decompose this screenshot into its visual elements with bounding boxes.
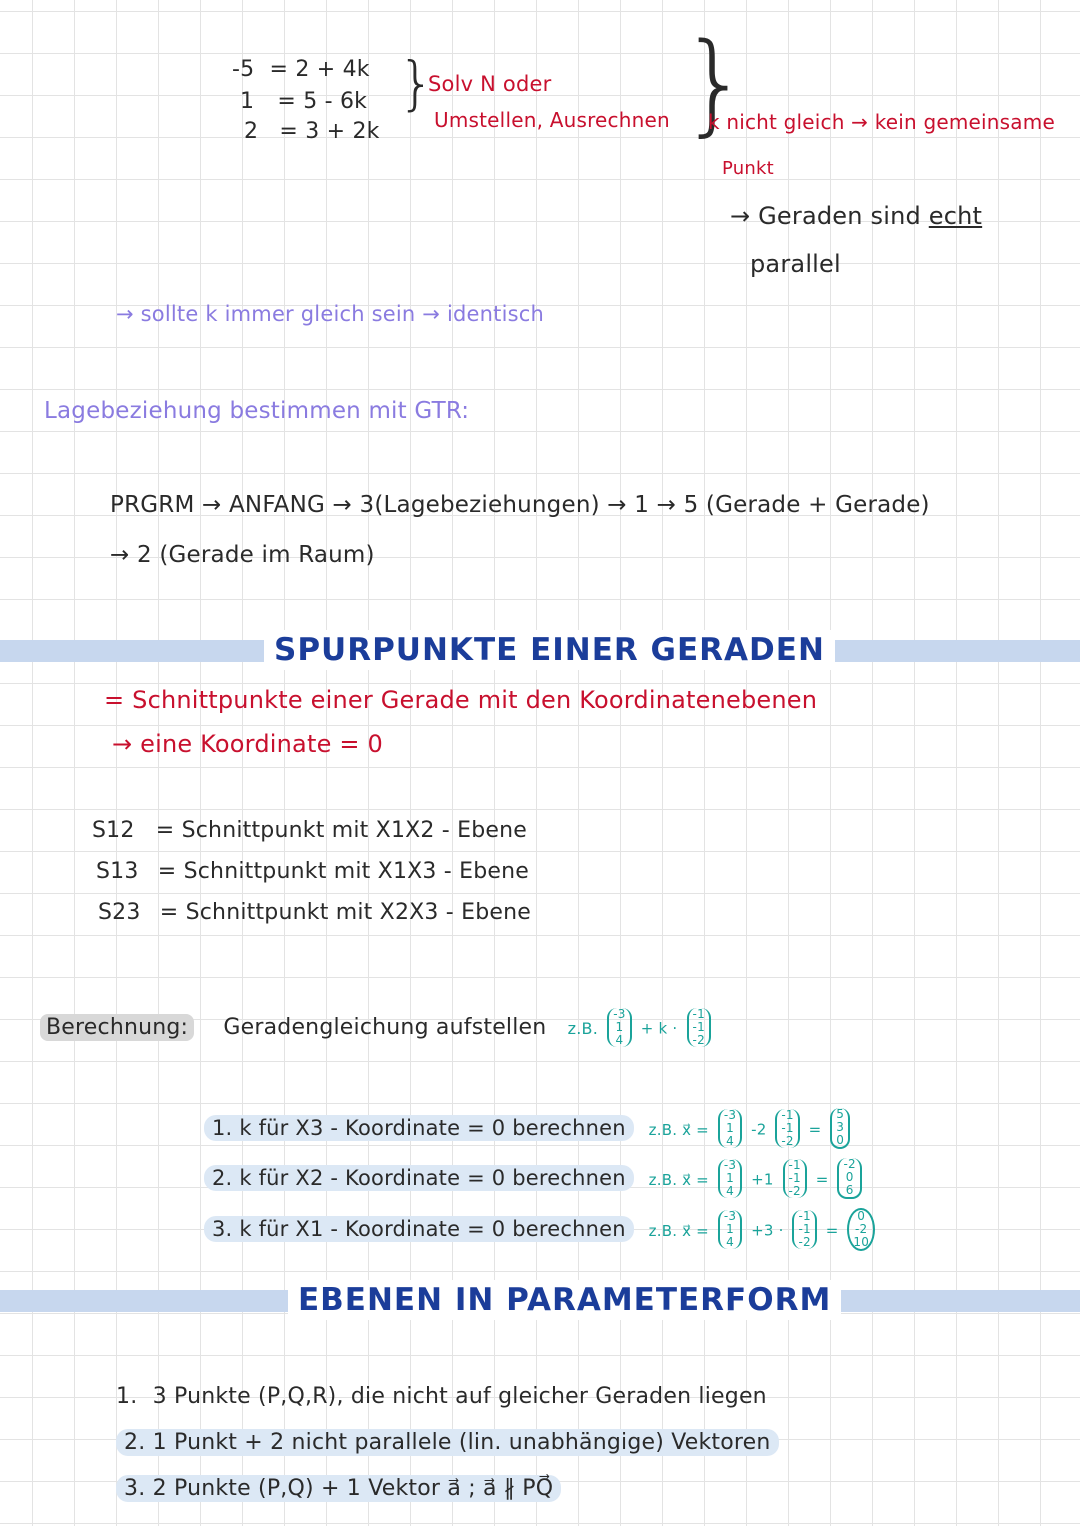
list-item: 2. k für X2 - Koordinate = 0 berechnen z.B. x⃗ = -3 1 4 +1 -1 -1 -2 = -2 0 6 — [204, 1158, 864, 1199]
list-item — [92, 818, 527, 843]
direction-vector — [783, 1159, 807, 1198]
item-highlight — [116, 1429, 779, 1456]
section-heading-ebenen: EBENEN IN PARAMETERFORM — [288, 1280, 841, 1320]
equation-row — [240, 88, 367, 116]
step-number: 3. — [212, 1216, 233, 1241]
vector-component: 1 — [726, 1171, 734, 1185]
step-highlight — [204, 1115, 634, 1141]
equation-row — [232, 56, 370, 84]
list-item — [116, 1430, 779, 1455]
vector-component: 5 — [836, 1107, 845, 1121]
direction-vector — [687, 1008, 711, 1047]
list-item: 1. k für X3 - Koordinate = 0 berechnen z.B. x⃗ = -3 1 4 -2 -1 -1 -2 = 5 3 0 — [204, 1108, 852, 1149]
list-item: 3. k für X1 - Koordinate = 0 berechnen z.B. x⃗ = -3 1 4 +3 · -1 -1 -2 = 0 -2 10 — [204, 1208, 877, 1251]
vector-component: 10 — [853, 1235, 870, 1249]
vector-component: -3 — [723, 1108, 737, 1122]
equation-rhs: = 3 + 2k — [279, 119, 380, 144]
vector-component: -2 — [798, 1235, 811, 1249]
conclusion-note-2: Punkt — [722, 158, 774, 179]
vector-component: 1 — [726, 1121, 734, 1135]
equation-lhs: 1 — [240, 89, 255, 114]
conclusion-note: k nicht gleich → kein gemeinsame — [708, 110, 1055, 134]
list-item — [116, 1476, 561, 1501]
parameter-text: + k · — [640, 1019, 678, 1038]
step-example: z.B. x⃗ = — [648, 1170, 709, 1189]
equation-rhs: = 2 + 4k — [269, 57, 370, 82]
step-number: 2. — [212, 1165, 233, 1190]
item-text: 3 Punkte (P,Q,R), die nicht auf gleicher Geraden liegen — [152, 1384, 767, 1409]
vector-component: -1 — [798, 1222, 811, 1236]
step-text: k für X1 - Koordinate = 0 berechnen — [239, 1216, 626, 1241]
item-number: 1. — [116, 1384, 138, 1409]
vector-component: -1 — [781, 1121, 794, 1135]
result-vector — [837, 1158, 861, 1199]
step-highlight — [204, 1165, 634, 1191]
vector-component: 0 — [857, 1209, 866, 1223]
result-emphasis: echt — [928, 202, 983, 230]
item-text: Vektoren — [671, 1430, 771, 1455]
vector-component: -2 — [692, 1033, 705, 1047]
trace-point-label: S12 — [92, 818, 135, 843]
definition-2: → eine Koordinate = 0 — [112, 730, 383, 758]
item-text: 1 Punkt + 2 nicht parallele (lin. unabhängige) — [152, 1430, 672, 1455]
example-prefix: z.B. — [567, 1018, 598, 1038]
gtr-steps: PRGRM → ANFANG → 3(Lagebeziehungen) → 1 → 5 (Gerade + Gerade) — [110, 492, 930, 518]
identical-note: → sollte k immer gleich sein → identisch — [116, 302, 545, 326]
solve-note-2: Umstellen, Ausrechnen — [434, 108, 670, 132]
vector-component: 1 — [615, 1020, 624, 1034]
vector-component: 4 — [726, 1184, 734, 1198]
support-vector — [607, 1008, 631, 1047]
equation-rhs: = 5 - 6k — [277, 89, 368, 114]
vector-component: -2 — [855, 1222, 868, 1236]
step-parameter: +3 · — [751, 1221, 784, 1240]
vector-component: -3 — [723, 1158, 737, 1172]
result-vector — [847, 1208, 875, 1251]
calculation-text: Geradengleichung aufstellen — [223, 1014, 547, 1040]
list-item — [98, 900, 531, 925]
list-item — [96, 859, 529, 884]
vector-component: -2 — [843, 1157, 856, 1171]
vector-component: -3 — [613, 1007, 626, 1021]
vector-component: 4 — [726, 1235, 734, 1249]
step-example: z.B. x⃗ = — [648, 1221, 709, 1240]
step-number: 1. — [212, 1115, 233, 1140]
vector-component: -1 — [692, 1007, 705, 1021]
vector-component: 3 — [836, 1120, 845, 1134]
vector-component: -2 — [781, 1134, 794, 1148]
equation-lhs: -5 — [232, 57, 255, 82]
definition: = Schnittpunkte einer Gerade mit den Koordinatenebenen — [104, 686, 818, 714]
curly-brace-icon: } — [398, 49, 435, 117]
curly-brace-icon: } — [680, 19, 750, 147]
vector-component: -1 — [788, 1158, 801, 1172]
gtr-steps-2: → 2 (Gerade im Raum) — [110, 542, 375, 568]
list-item — [116, 1384, 767, 1409]
result-note — [730, 202, 982, 230]
support-vector — [718, 1210, 742, 1249]
vector-component: 1 — [726, 1222, 734, 1236]
vector-component: 0 — [845, 1170, 854, 1184]
vector-component: -1 — [798, 1209, 811, 1223]
step-parameter: -2 — [751, 1120, 767, 1139]
step-text: k für X3 - Koordinate = 0 berechnen — [239, 1115, 626, 1140]
step-highlight — [204, 1216, 634, 1242]
vector-component: -1 — [781, 1108, 794, 1122]
item-number: 2. — [124, 1430, 146, 1455]
support-vector — [718, 1159, 742, 1198]
vector-component: 4 — [726, 1134, 734, 1148]
equation-row — [244, 118, 380, 146]
item-highlight — [116, 1475, 561, 1502]
result-text: → Geraden sind — [730, 202, 929, 230]
trace-point-label: S13 — [96, 859, 139, 884]
gtr-title: Lagebeziehung bestimmen mit GTR: — [44, 398, 470, 424]
equation-lhs: 2 — [244, 119, 259, 144]
vector-component: -2 — [788, 1184, 801, 1198]
direction-vector — [792, 1210, 816, 1249]
result-vector — [830, 1108, 850, 1149]
result-note-2: parallel — [750, 250, 841, 278]
vector-component: 0 — [836, 1133, 845, 1147]
support-vector — [718, 1109, 742, 1148]
vector-component: -3 — [723, 1209, 737, 1223]
vector-component: -1 — [692, 1020, 705, 1034]
solve-note: Solv N oder — [428, 72, 552, 96]
trace-point-label: S23 — [98, 900, 141, 925]
step-parameter: +1 — [751, 1170, 774, 1189]
trace-point-text: = Schnittpunkt mit X2X3 - Ebene — [159, 900, 532, 925]
vector-component: -1 — [788, 1171, 801, 1185]
item-text: 2 Punkte (P,Q) + 1 Vektor a⃗ ; a⃗ ∦ PQ⃗ — [152, 1476, 554, 1501]
calculation-label: Berechnung: — [40, 1014, 194, 1041]
trace-point-text: = Schnittpunkt mit X1X3 - Ebene — [157, 859, 530, 884]
trace-point-text: = Schnittpunkt mit X1X2 - Ebene — [155, 818, 528, 843]
vector-component: 4 — [615, 1033, 624, 1047]
item-number: 3. — [124, 1476, 146, 1501]
calculation-row — [40, 1008, 713, 1047]
section-heading-spurpunkte: SPURPUNKTE EINER GERADEN — [264, 630, 835, 670]
step-example: z.B. x⃗ = — [648, 1120, 709, 1139]
step-text: k für X2 - Koordinate = 0 berechnen — [239, 1165, 626, 1190]
vector-component: 6 — [845, 1183, 854, 1197]
direction-vector — [775, 1109, 799, 1148]
